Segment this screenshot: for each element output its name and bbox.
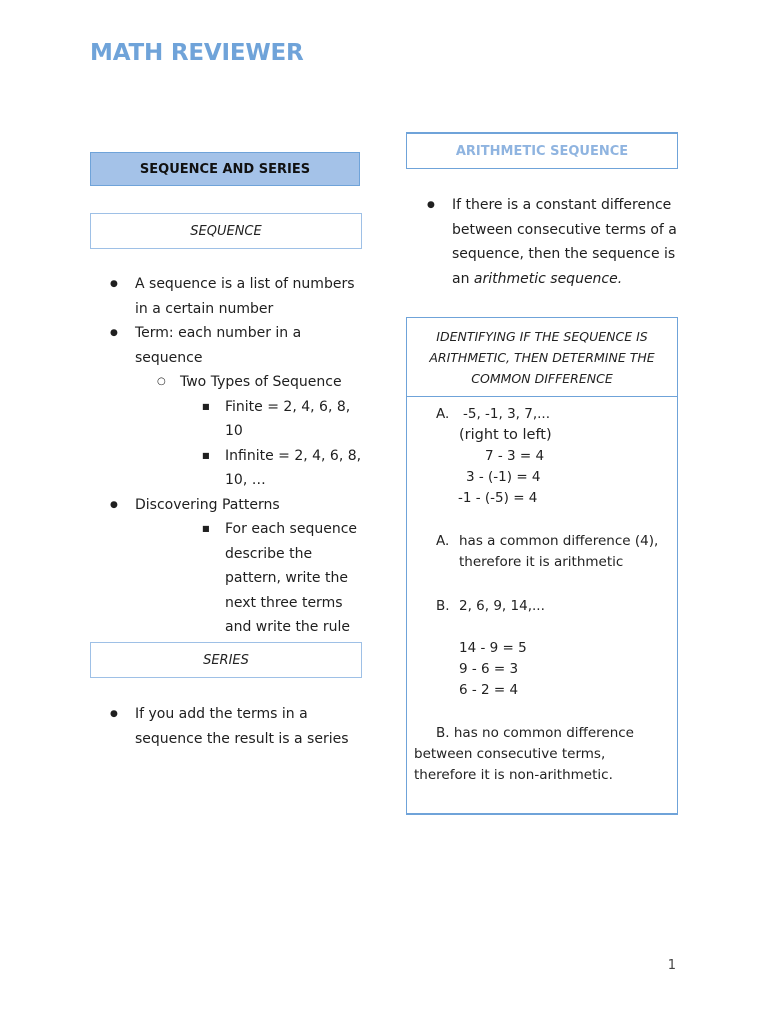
example-b-sequence: 2, 6, 9, 14,... <box>459 598 545 614</box>
list-item: ● If you add the terms in a sequence the result is a series <box>90 702 360 751</box>
identify-box <box>406 317 678 815</box>
example-b-marker: B. <box>436 598 450 614</box>
list-item: ■ Finite = 2, 4, 6, 8, 10 <box>90 395 365 444</box>
list-item: ○ Two Types of Sequence <box>90 370 365 395</box>
example-b-conclusion-block <box>414 723 664 786</box>
sequence-list <box>90 272 365 640</box>
sequence-label-box: SEQUENCE <box>90 213 362 249</box>
list-item: ● A sequence is a list of numbers in a certain number <box>90 272 365 321</box>
arithmetic-definition-list <box>407 193 682 291</box>
example-b-conclusion: has no common difference between consecutive terms, therefore it is non-arithmetic. <box>414 725 634 783</box>
example-a-note: (right to left) <box>459 427 552 443</box>
section-header-sequence-and-series: SEQUENCE AND SERIES <box>90 152 360 186</box>
list-item: ● Discovering Patterns <box>90 493 365 518</box>
series-list <box>90 702 360 751</box>
list-item: ■ For each sequence describe the pattern, write the next three terms and write the rule <box>90 517 365 640</box>
page-title: MATH REVIEWER <box>90 40 304 66</box>
example-a-marker: A. <box>436 406 450 422</box>
example-b-step: 6 - 2 = 4 <box>459 682 519 698</box>
list-item: ■ Infinite = 2, 4, 6, 8, 10, … <box>90 444 365 493</box>
list-item <box>407 193 682 291</box>
series-label-box: SERIES <box>90 642 362 678</box>
definition-text: If there is a constant difference between consecutive terms of a sequence, then the sequence is an <box>452 197 677 287</box>
example-b-conclusion-marker: B. <box>436 725 450 741</box>
example-a-sequence: -5, -1, 3, 7,... <box>463 406 551 422</box>
example-a-step: 7 - 3 = 4 <box>485 448 545 464</box>
definition-emphasis: arithmetic sequence. <box>473 270 623 287</box>
example-a-step: 3 - (-1) = 4 <box>466 469 541 485</box>
page-number: 1 <box>667 958 676 973</box>
example-b-step: 9 - 6 = 3 <box>459 661 519 677</box>
example-a-conclusion-marker: A. <box>436 533 450 549</box>
example-b-step: 14 - 9 = 5 <box>459 640 527 656</box>
list-item: ● Term: each number in a sequence <box>90 321 365 370</box>
identify-header: IDENTIFYING IF THE SEQUENCE IS ARITHMETIC, THEN DETERMINE THE COMMON DIFFERENCE <box>407 318 677 397</box>
example-a-step: -1 - (-5) = 4 <box>458 490 538 506</box>
example-a-conclusion: has a common difference (4), therefore it is arithmetic <box>459 533 659 570</box>
section-header-arithmetic-sequence: ARITHMETIC SEQUENCE <box>406 132 678 169</box>
